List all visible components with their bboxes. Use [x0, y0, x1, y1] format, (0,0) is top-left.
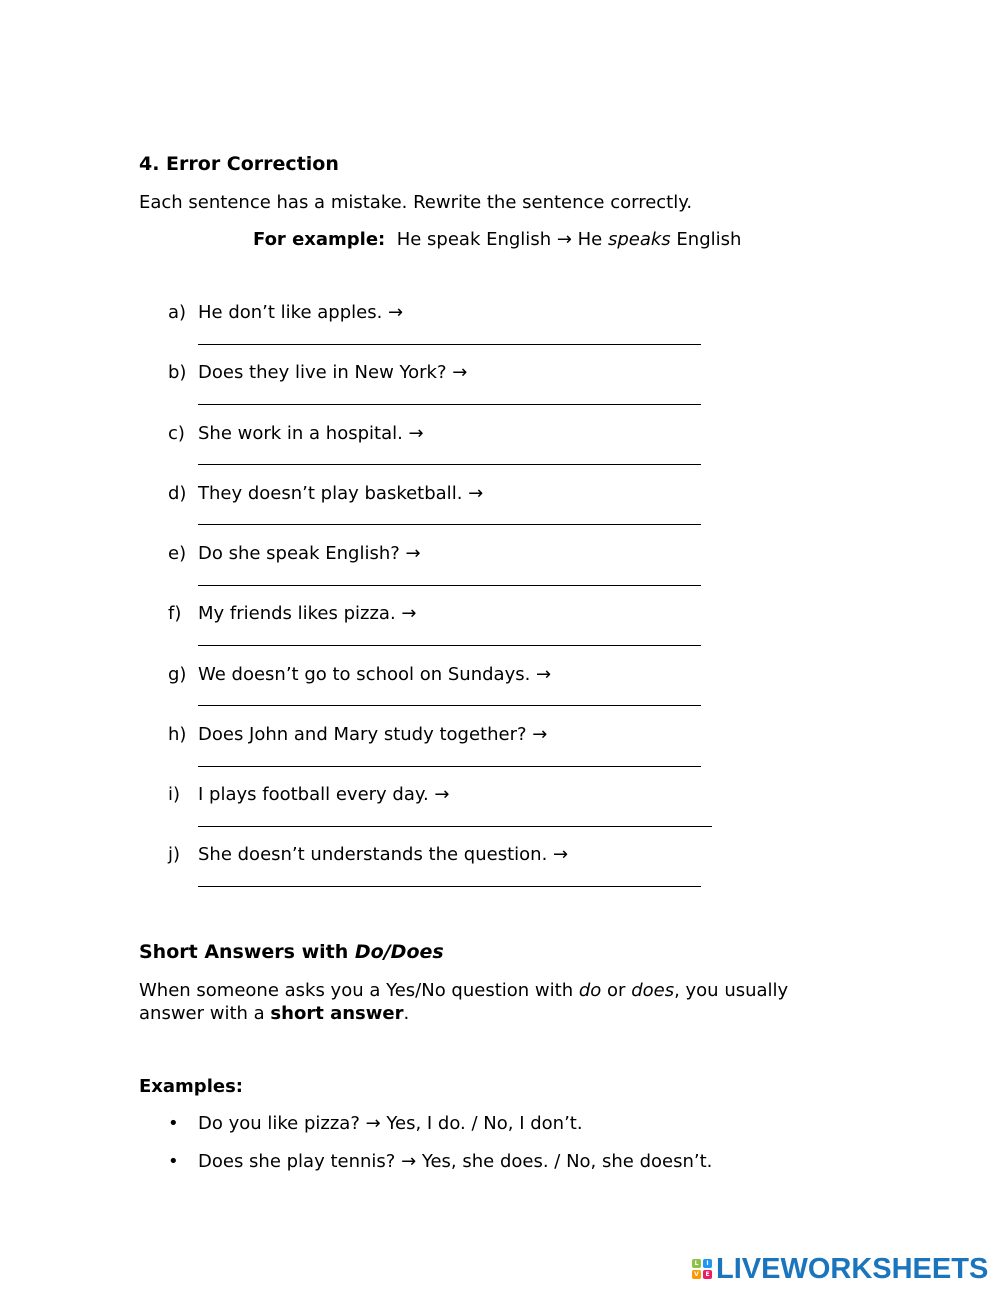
logo-mark-icon [692, 1259, 712, 1279]
bullet-icon: • [168, 1151, 179, 1172]
logo-mark-cell: L [692, 1259, 701, 1268]
item-letter: g) [168, 664, 187, 685]
para-text-3: answer with a [139, 1003, 265, 1024]
logo-mark-cell: E [703, 1270, 712, 1279]
para-or: or [607, 980, 626, 1001]
answer-line[interactable] [198, 464, 701, 465]
item-letter: h) [168, 724, 187, 745]
short-answers-paragraph-line-1 [139, 980, 788, 1001]
answer-line[interactable] [198, 766, 701, 767]
short-answers-paragraph-line-2 [139, 1003, 409, 1024]
para-end: . [403, 1003, 410, 1024]
example-item-text: Do you like pizza? → Yes, I do. / No, I don’t. [198, 1113, 583, 1134]
item-text: She doesn’t understands the question. → [198, 844, 569, 865]
item-text: My friends likes pizza. → [198, 603, 417, 624]
logo-mark-cell: V [692, 1270, 701, 1279]
short-answers-title-plain: Short Answers with [139, 941, 349, 963]
example-text-before: He speak English → He [396, 229, 603, 250]
item-text: She work in a hospital. → [198, 423, 424, 444]
answer-line[interactable] [198, 886, 701, 887]
example-item-text: Does she play tennis? → Yes, she does. / No, she doesn’t. [198, 1151, 713, 1172]
item-text: Does John and Mary study together? → [198, 724, 548, 745]
item-text: He don’t like apples. → [198, 302, 404, 323]
item-letter: e) [168, 543, 187, 564]
item-letter: b) [168, 362, 187, 383]
bullet-icon: • [168, 1113, 179, 1134]
para-text: When someone asks you a Yes/No question with [139, 980, 574, 1001]
answer-line[interactable] [198, 705, 701, 706]
para-do: do [578, 980, 602, 1001]
item-text: They doesn’t play basketball. → [198, 483, 484, 504]
item-letter: a) [168, 302, 187, 323]
answer-line[interactable] [198, 826, 712, 827]
item-text: I plays football every day. → [198, 784, 450, 805]
short-answers-title-italic: Do/Does [354, 941, 444, 963]
item-text: Do she speak English? → [198, 543, 421, 564]
examples-label: Examples: [139, 1076, 243, 1097]
answer-line[interactable] [198, 585, 701, 586]
example-line [253, 229, 741, 250]
item-letter: f) [168, 603, 182, 624]
item-letter: j) [168, 844, 181, 865]
example-italic-word: speaks [607, 229, 671, 250]
section-title: 4. Error Correction [139, 153, 339, 175]
item-letter: i) [168, 784, 181, 805]
item-letter: d) [168, 483, 187, 504]
example-label: For example: [253, 229, 386, 250]
logo-mark-cell: I [703, 1259, 712, 1268]
example-text-after: English [676, 229, 742, 250]
answer-line[interactable] [198, 344, 701, 345]
para-does: does [631, 980, 675, 1001]
answer-line[interactable] [198, 645, 701, 646]
para-text-2: , you usually [674, 980, 789, 1001]
liveworksheets-logo [692, 1254, 988, 1284]
answer-line[interactable] [198, 524, 701, 525]
instruction-text: Each sentence has a mistake. Rewrite the sentence correctly. [139, 192, 693, 213]
item-text: We doesn’t go to school on Sundays. → [198, 664, 552, 685]
para-bold: short answer [270, 1003, 404, 1024]
logo-text: LIVEWORKSHEETS [716, 1252, 989, 1285]
item-text: Does they live in New York? → [198, 362, 468, 383]
short-answers-title [139, 941, 444, 963]
answer-line[interactable] [198, 404, 701, 405]
item-letter: c) [168, 423, 185, 444]
